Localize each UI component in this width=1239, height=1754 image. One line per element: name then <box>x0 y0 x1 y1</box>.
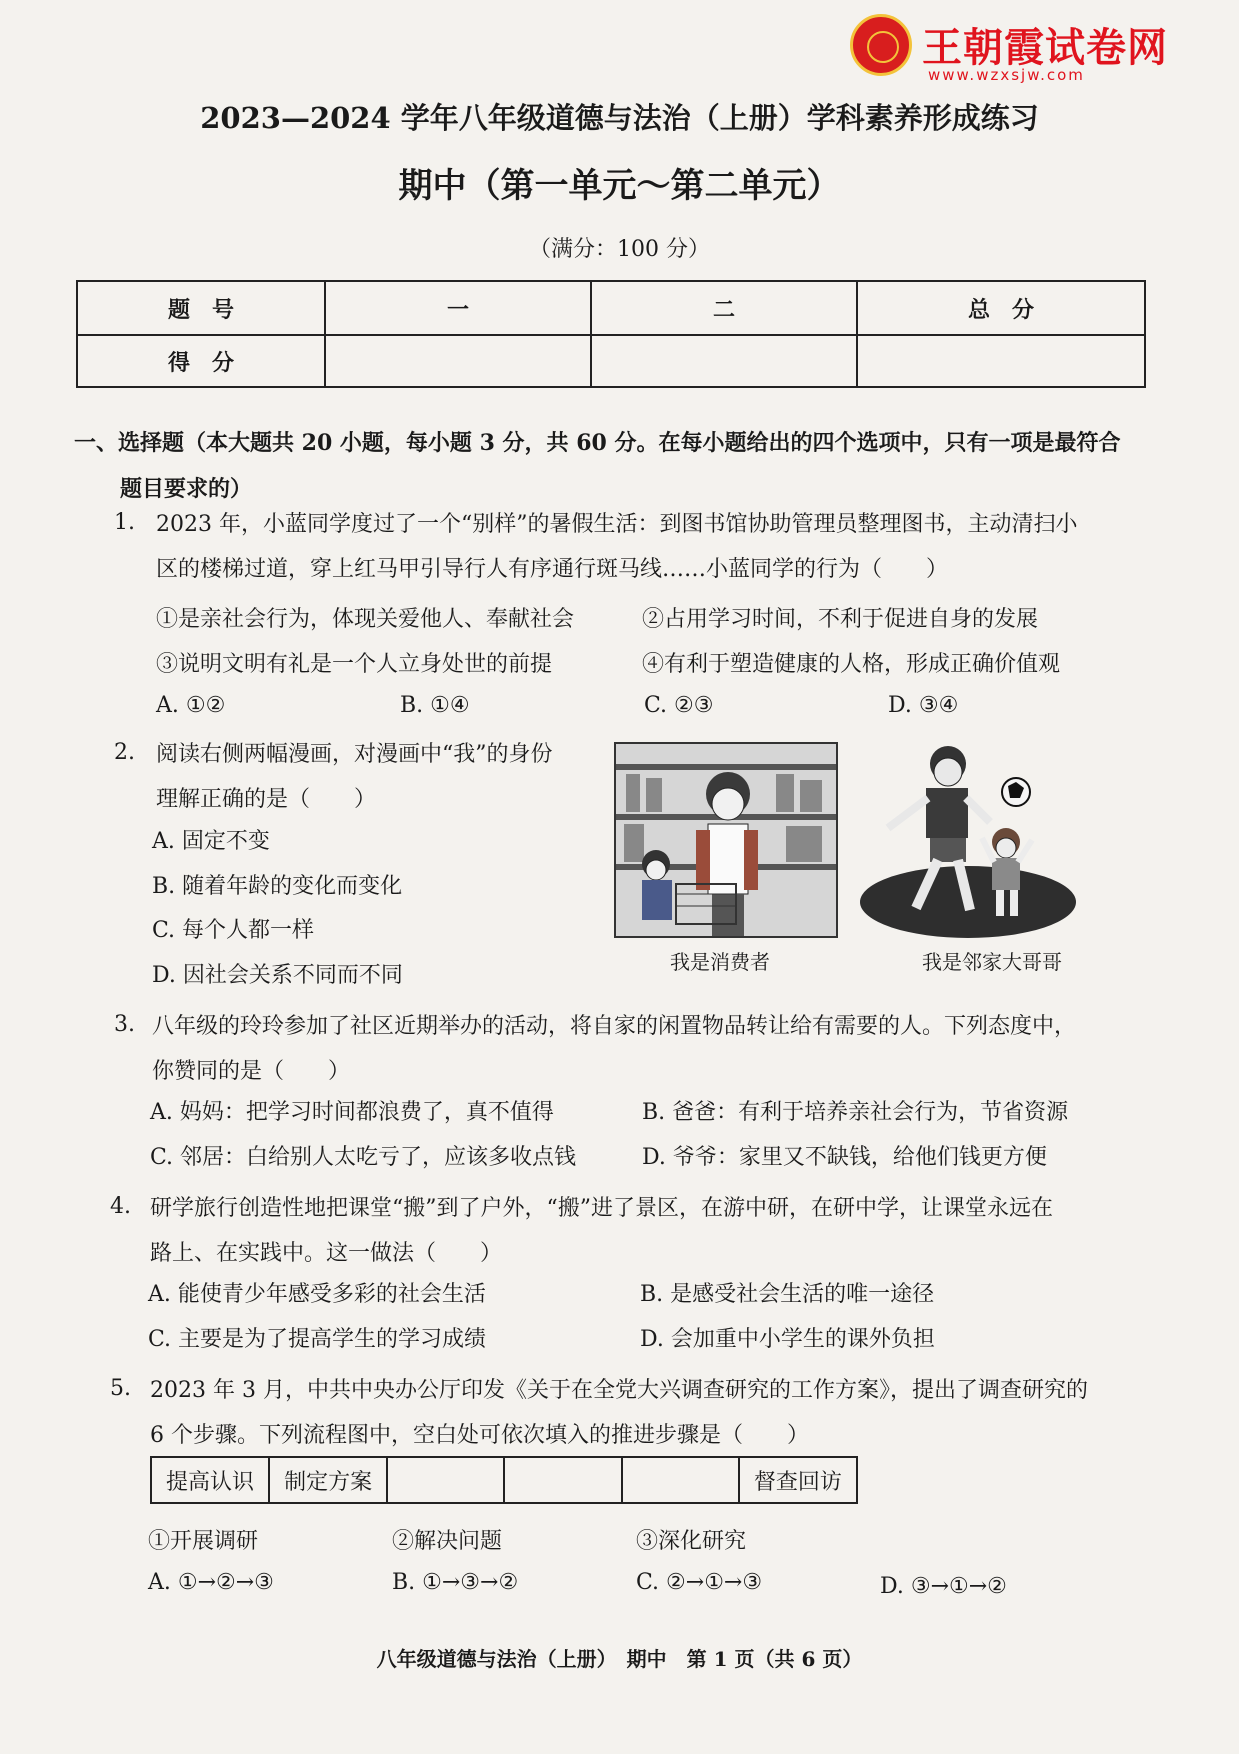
option-d[interactable]: D. 爷爷：家里又不缺钱，给他们钱更方便 <box>642 1145 1047 1170</box>
question-stem <box>150 1186 1140 1276</box>
watermark-logo <box>850 14 1170 84</box>
score-header-part2: 二 <box>591 281 857 335</box>
watermark-url: www.wzxsjw.com <box>928 66 1085 84</box>
statement: ①是亲社会行为，体现关爱他人、奉献社会 <box>156 607 575 632</box>
option-c[interactable]: C. 主要是为了提高学生的学习成绩 <box>148 1327 487 1352</box>
page-footer: 八年级道德与法治（上册） 期中 第 1 页（共 6 页） <box>376 1647 863 1671</box>
option-c[interactable]: C. ②→①→③ <box>636 1570 763 1595</box>
flow-blank[interactable] <box>622 1457 739 1503</box>
option-b[interactable]: B. ①④ <box>400 693 470 718</box>
seal-icon <box>850 14 912 76</box>
option-a[interactable]: A. 固定不变 <box>152 829 270 854</box>
option-c[interactable]: C. 每个人都一样 <box>152 918 315 943</box>
shopping-illustration-icon <box>616 744 836 936</box>
stem-line: 区的楼梯过道，穿上红马甲引导行人有序通行斑马线……小蓝同学的行为（ ） <box>156 557 949 582</box>
statement: ①开展调研 <box>148 1529 259 1554</box>
stem-line: 2023 年，小蓝同学度过了一个“别样”的暑假生活：到图书馆协助管理员整理图书，主动清扫小 <box>156 512 1078 537</box>
option-d[interactable]: D. ③④ <box>888 693 959 718</box>
full-score-note: （满分：100 分） <box>529 237 710 262</box>
soccer-illustration-icon <box>858 742 1078 938</box>
stem-line: 6 个步骤。下列流程图中，空白处可依次填入的推进步骤是（ ） <box>150 1423 809 1448</box>
statement: ②解决问题 <box>392 1529 503 1554</box>
stem-line: 研学旅行创造性地把课堂“搬”到了户外，“搬”进了景区，在游中研，在研中学，让课堂永远在 <box>150 1196 1053 1221</box>
score-header-part1: 一 <box>325 281 591 335</box>
score-header-label: 题 号 <box>77 281 325 335</box>
cartoon-neighbor <box>858 742 1078 938</box>
exam-subtitle: 期中（第一单元～第二单元） <box>398 166 841 206</box>
question-stem <box>152 1004 1142 1094</box>
flow-step: 提高认识 <box>151 1457 269 1503</box>
option-c[interactable]: C. 邻居：白给别人太吃亏了，应该多收点钱 <box>150 1145 577 1170</box>
watermark-name: 王朝霞试卷网 <box>922 25 1168 71</box>
question-number: 1. <box>114 510 135 535</box>
score-cell-part1[interactable] <box>325 335 591 387</box>
flow-blank[interactable] <box>387 1457 504 1503</box>
option-b[interactable]: B. 爸爸：有利于培养亲社会行为，节省资源 <box>642 1100 1069 1125</box>
stem-line: 理解正确的是（ ） <box>156 787 377 812</box>
flow-blank[interactable] <box>504 1457 621 1503</box>
flow-step: 制定方案 <box>269 1457 387 1503</box>
question-number: 5. <box>110 1376 131 1401</box>
option-a[interactable]: A. 能使青少年感受多彩的社会生活 <box>148 1282 486 1307</box>
score-cell-part2[interactable] <box>591 335 857 387</box>
option-a[interactable]: A. ①② <box>156 693 226 718</box>
statement: ②占用学习时间，不利于促进自身的发展 <box>642 607 1039 632</box>
stem-line: 你赞同的是（ ） <box>152 1059 351 1084</box>
cartoon-consumer <box>614 742 838 938</box>
option-d[interactable]: D. ③→①→② <box>880 1574 1007 1599</box>
question-stem <box>156 732 616 822</box>
option-d[interactable]: D. 因社会关系不同而不同 <box>152 963 403 988</box>
flowchart <box>150 1456 858 1504</box>
caption-consumer: 我是消费者 <box>670 950 770 974</box>
question-stem <box>156 502 1146 592</box>
section-heading-line1: 一、选择题（本大题共 20 小题，每小题 3 分，共 60 分。在每小题给出的四个选项中，只有一项是最符合 <box>74 430 1121 456</box>
option-a[interactable]: A. 妈妈：把学习时间都浪费了，真不值得 <box>150 1100 554 1125</box>
statement: ③说明文明有礼是一个人立身处世的前提 <box>156 652 553 677</box>
option-a[interactable]: A. ①→②→③ <box>148 1570 274 1595</box>
section-heading-line2: 题目要求的） <box>120 476 253 502</box>
score-cell-total[interactable] <box>857 335 1145 387</box>
question-number: 3. <box>114 1012 135 1037</box>
score-table <box>76 280 1146 388</box>
section-heading <box>74 420 1164 512</box>
question-stem <box>150 1368 1140 1458</box>
stem-line: 路上、在实践中。这一做法（ ） <box>150 1241 503 1266</box>
option-b[interactable]: B. 是感受社会生活的唯一途径 <box>640 1282 935 1307</box>
option-b[interactable]: B. ①→③→② <box>392 1570 519 1595</box>
option-b[interactable]: B. 随着年龄的变化而变化 <box>152 874 403 899</box>
option-d[interactable]: D. 会加重中小学生的课外负担 <box>640 1327 935 1352</box>
score-header-total: 总 分 <box>857 281 1145 335</box>
stem-line: 八年级的玲玲参加了社区近期举办的活动，将自家的闲置物品转让给有需要的人。下列态度中， <box>152 1014 1077 1039</box>
question-number: 4. <box>110 1194 131 1219</box>
caption-neighbor: 我是邻家大哥哥 <box>922 950 1062 974</box>
statement: ④有利于塑造健康的人格，形成正确价值观 <box>642 652 1061 677</box>
option-c[interactable]: C. ②③ <box>644 693 714 718</box>
stem-line: 2023 年 3 月，中共中央办公厅印发《关于在全党大兴调查研究的工作方案》，提出了调查研究的 <box>150 1378 1088 1403</box>
statement: ③深化研究 <box>636 1529 747 1554</box>
flow-step: 督查回访 <box>739 1457 857 1503</box>
exam-title: 2023—2024 学年八年级道德与法治（上册）学科素养形成练习 <box>200 101 1039 135</box>
question-number: 2. <box>114 740 135 765</box>
score-row-label: 得 分 <box>77 335 325 387</box>
stem-line: 阅读右侧两幅漫画，对漫画中“我”的身份 <box>156 742 553 767</box>
